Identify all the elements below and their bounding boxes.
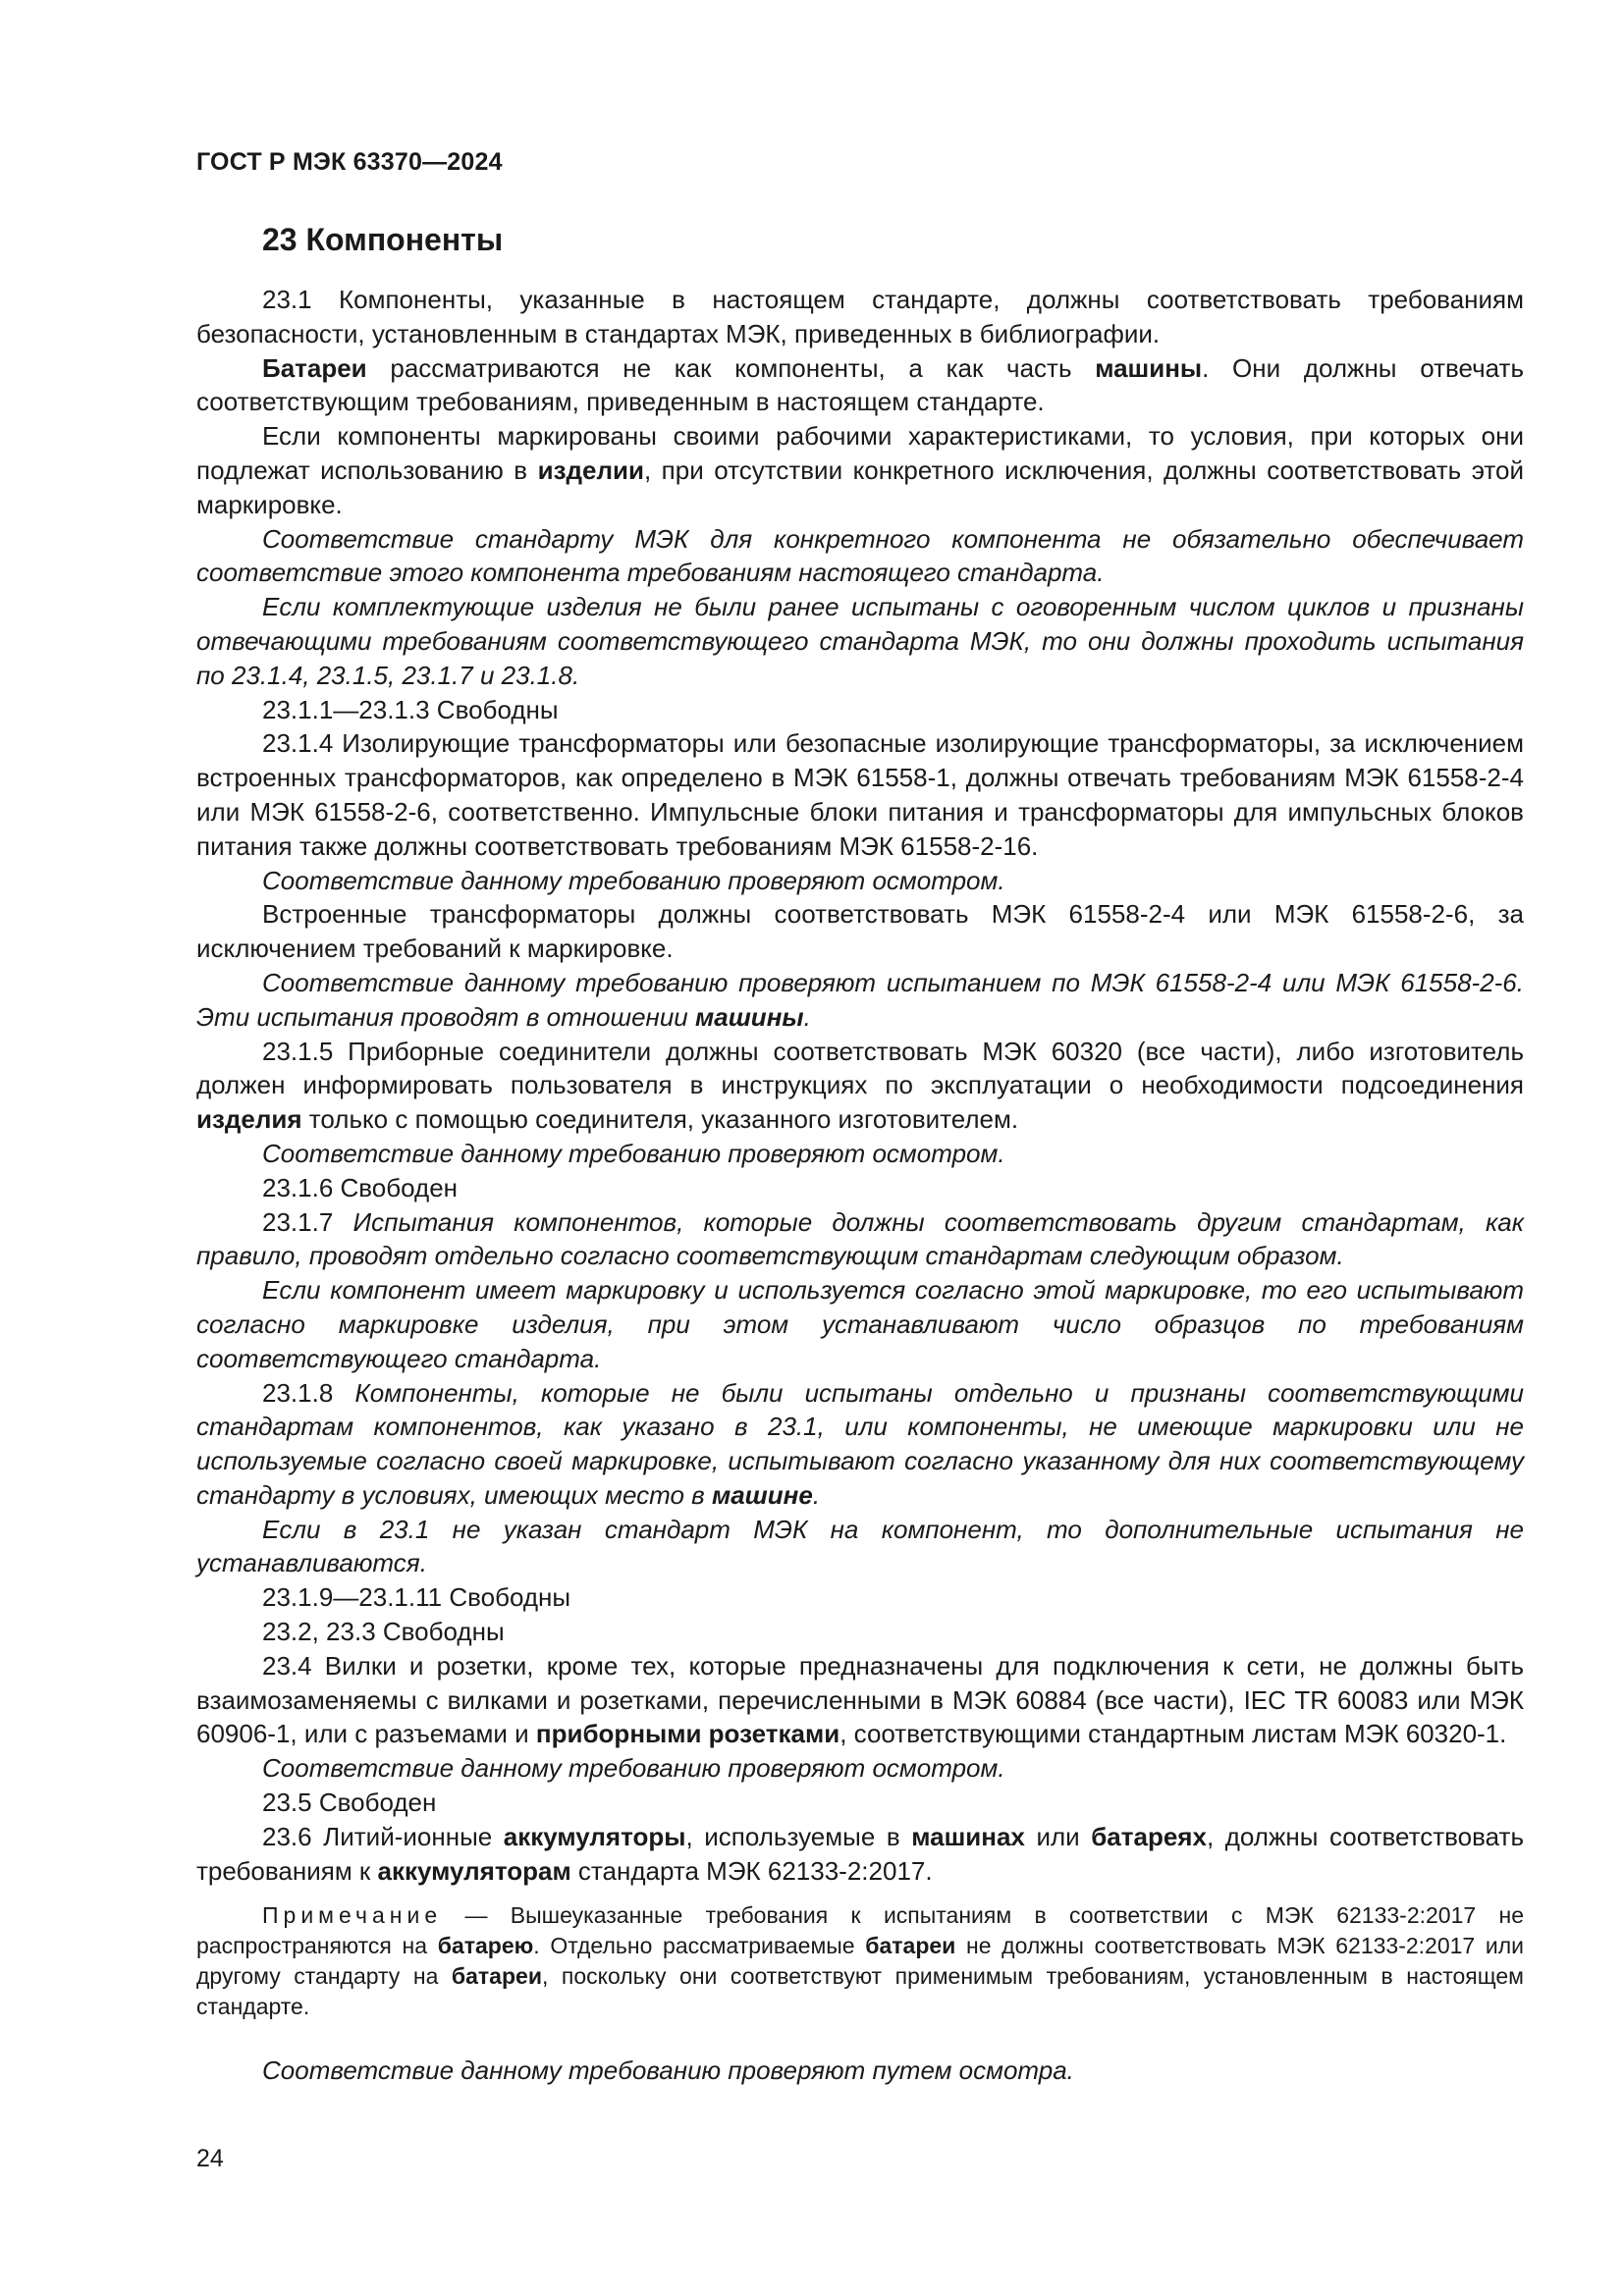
page-number: 24 xyxy=(196,2145,224,2172)
paragraph: Если компоненты маркированы своими рабочими характеристиками, то условия, при которых они подлежат использованию в изделии, при отсутствии конкретного исключения, должны соответствовать этой маркировке. xyxy=(196,421,1525,519)
paragraph: Встроенные трансформаторы должны соответствовать МЭК 61558-2-4 или МЭК 61558-2-6, за исключением требований к маркировке. xyxy=(196,899,1524,964)
compliance-text: Если комплектующие изделия не были ранее испытаны с оговоренным числом циклов и признаны отвечающими требованиям соответствующего стандарта МЭК, то они должны проходить испытания по 23.1.4, 23.1.5, 23.1.7 и 23.1.8. xyxy=(196,592,1524,690)
paragraph: 23.1.8 Компоненты, которые не были испытаны отдельно и признаны соответствующими стандартам компонентов, как указано в 23.1, или компоненты, не имеющие маркировки или не используемые согласно своей маркировке, испытывают согласно указанному для них соответствующему стандарту в условиях, имеющих место в машине. xyxy=(196,1377,1524,1510)
section-title: 23 Компоненты xyxy=(262,222,504,257)
final-compliance-text: Соответствие данному требованию проверяют путем осмотра. xyxy=(262,2056,1074,2086)
compliance-text: Соответствие данному требованию проверяют осмотром. xyxy=(262,1753,1005,1784)
note-label: Примечание xyxy=(262,1902,443,1929)
paragraph: 23.1.5 Приборные соединители должны соответствовать МЭК 60320 (все части), либо изготовитель должен информировать пользователя в инструкциях по эксплуатации о необходимости подсоединения изделия только с помощью соединителя, указанного изготовителем. xyxy=(196,1036,1524,1135)
paragraph: Батареи рассматриваются не как компоненты, а как часть машины. Они должны отвечать соответствующим требованиям, приведенным в настоящем стандарте. xyxy=(196,352,1524,417)
paragraph: 23.2, 23.3 Свободны xyxy=(262,1617,505,1647)
document-body xyxy=(196,283,1524,2088)
paragraph: 23.4 Вилки и розетки, кроме тех, которые предназначены для подключения к сети, не должны быть взаимозаменяемы с вилками и розетками, перечисленными в МЭК 60884 (все части), IEC TR 60083 или МЭК 60906-1, или с разъемами и приборными розетками, соответствующими стандартным листам МЭК 60320-1. xyxy=(196,1650,1524,1749)
compliance-text: Соответствие данному требованию проверяют осмотром. xyxy=(262,1138,1005,1168)
paragraph: 23.1.1—23.1.3 Свободны xyxy=(262,694,559,724)
paragraph: 23.1.4 Изолирующие трансформаторы или безопасные изолирующие трансформаторы, за исключением встроенных трансформаторов, как определено в МЭК 61558-1, должны отвечать требованиям МЭК 61558-2-4 или МЭК 61558-2-6, соответственно. Импульсные блоки питания и трансформаторы для импульсных блоков питания также должны соответствовать требованиям МЭК 61558-2-16. xyxy=(196,728,1524,861)
paragraph: 23.1.6 Свободен xyxy=(262,1172,459,1202)
compliance-text: Соответствие данному требованию проверяют осмотром. xyxy=(262,865,1005,895)
paragraph: 23.6 Литий-ионные аккумуляторы, используемые в машинах или батареях, должны соответствовать требованиям к аккумуляторам стандарта МЭК 62133-2:2017. xyxy=(196,1821,1525,1886)
document-header: ГОСТ Р МЭК 63370—2024 xyxy=(196,148,503,176)
compliance-text: Соответствие данному требованию проверяют испытанием по МЭК 61558-2-4 или МЭК 61558-2-6. Эти испытания проводят в отношении машины. xyxy=(196,967,1524,1032)
note: Примечание — Вышеуказанные требования к испытаниям в соответствии с МЭК 62133-2:2017 не распространяются на батарею. Отдельно рассматриваемые батареи не должны соответствовать МЭК 62133-2:2017 или другому стандарту на батареи, поскольку они соответствуют применимым требованиям, установленным в настоящем стандарте. xyxy=(196,1902,1524,2020)
compliance-text: Соответствие стандарту МЭК для конкретного компонента не обязательно обеспечивает соответствие этого компонента требованиям настоящего стандарта. xyxy=(196,523,1524,588)
compliance-text: Если в 23.1 не указан стандарт МЭК на компонент, то дополнительные испытания не устанавливаются. xyxy=(196,1514,1524,1578)
compliance-text: Если компонент имеет маркировку и используется согласно этой маркировке, то его испытывают согласно маркировке изделия, при этом устанавливают число образцов по требованиям соответствующего стандарта. xyxy=(196,1275,1524,1373)
paragraph: 23.1 Компоненты, указанные в настоящем стандарте, должны соответствовать требованиям безопасности, установленным в стандартах МЭК, приведенных в библиографии. xyxy=(196,285,1524,348)
paragraph: 23.1.7 Испытания компонентов, которые должны соответствовать другим стандартам, как правило, проводят отдельно согласно соответствующим стандартам следующим образом. xyxy=(196,1206,1524,1271)
paragraph: 23.5 Свободен xyxy=(262,1788,437,1818)
paragraph: 23.1.9—23.1.11 Свободны xyxy=(262,1582,571,1613)
